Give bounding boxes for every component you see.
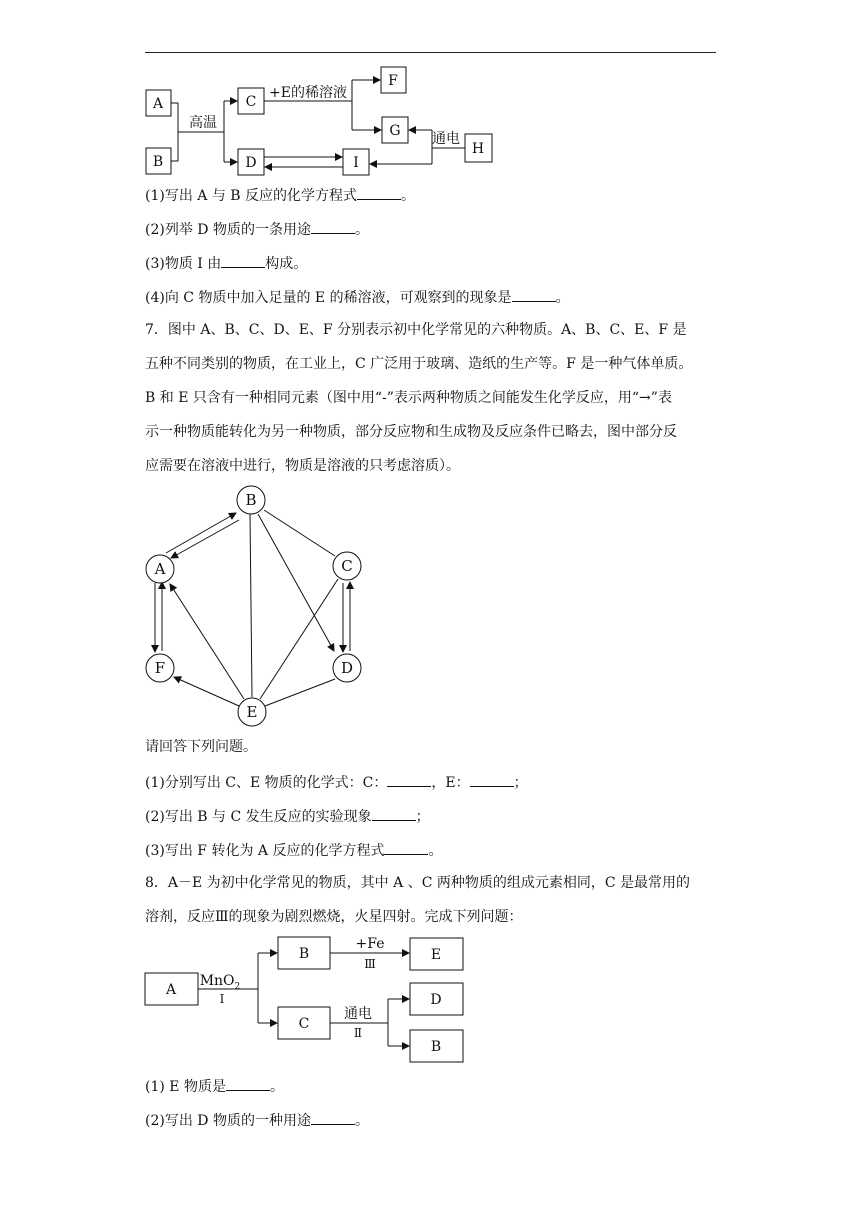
q6-item-2: (2)列举 D 物质的一条用途 。	[145, 219, 369, 240]
q8-stem-line: 溶剂，反应Ⅲ的现象为剧烈燃烧，火星四射。完成下列问题：	[145, 909, 523, 925]
reaction-diagram-q6	[140, 60, 510, 185]
header-rule	[145, 52, 716, 53]
q7-stem-line: 示一种物质能转化为另一种物质，部分反应物和生成物及反应条件已略去，图中部分反	[145, 424, 677, 440]
box-c: C	[298, 1016, 310, 1032]
box-b: B	[298, 946, 310, 962]
reaction-diagram-q8	[140, 930, 480, 1070]
answer-blank[interactable]	[311, 219, 355, 234]
answer-blank[interactable]	[387, 772, 431, 787]
node-f: F	[154, 659, 166, 677]
q7-stem-line: 7．图中 A、B、C、D、E、F 分别表示初中化学常见的六种物质。A、B、C、E、F 是	[145, 322, 687, 338]
answer-blank[interactable]	[512, 287, 556, 302]
box-d: D	[245, 155, 257, 171]
box-i: I	[353, 155, 359, 171]
answer-blank[interactable]	[470, 772, 514, 787]
box-c: C	[245, 94, 257, 110]
q7-item-3: (3)写出 F 转化为 A 反应的化学方程式 。	[145, 840, 442, 861]
node-a: A	[154, 560, 166, 578]
q7-item-1: (1)分别写出 C、E 物质的化学式：C： ，E： ；	[145, 772, 528, 793]
q6-item-3: (3)物质 I 由 构成。	[145, 253, 307, 274]
label-reaction-1: Ⅰ	[219, 992, 225, 1006]
node-d: D	[340, 659, 354, 677]
label-reaction-3: Ⅲ	[364, 957, 376, 971]
answer-blank[interactable]	[357, 185, 401, 200]
node-b: B	[245, 491, 257, 509]
q8-stem-line: 8．A－E 为初中化学常见的物质，其中 A 、C 两种物质的组成元素相同，C 是最常用的	[145, 875, 691, 891]
label-high-temp: 高温	[189, 115, 217, 131]
label-add-e: +E的稀溶液	[269, 85, 347, 101]
node-e: E	[246, 703, 258, 721]
q7-stem-line: B 和 E 只含有一种相同元素（图中用“-”表示两种物质之间能发生化学反应，用“→”表	[145, 390, 672, 406]
label-mno2: MnO$_2$	[199, 973, 241, 992]
answer-blank[interactable]	[311, 1110, 355, 1125]
q8-item-1: (1) E 物质是 。	[145, 1076, 284, 1097]
q6-item-1: (1)写出 A 与 B 反应的化学方程式 。	[145, 185, 415, 206]
node-c: C	[341, 557, 353, 575]
box-h: H	[471, 141, 485, 157]
box-b: B	[152, 154, 164, 170]
answer-blank[interactable]	[221, 253, 265, 268]
box-e: E	[430, 947, 442, 963]
hexagon-relation-diagram	[140, 480, 380, 730]
label-electrolysis: 通电	[432, 131, 460, 147]
box-f: F	[388, 73, 398, 89]
label-reaction-2: Ⅱ	[353, 1026, 363, 1040]
box-a: A	[165, 982, 177, 998]
q6-item-4: (4)向 C 物质中加入足量的 E 的稀溶液，可观察到的现象是 。	[145, 287, 570, 308]
q7-stem-line: 五种不同类别的物质，在工业上，C 广泛用于玻璃、造纸的生产等。F 是一种气体单质。	[145, 356, 693, 372]
answer-blank[interactable]	[372, 806, 416, 821]
q7-prompt: 请回答下列问题。	[145, 739, 257, 755]
box-d: D	[430, 992, 442, 1008]
q7-stem-line: 应需要在溶液中进行，物质是溶液的只考虑溶质）。	[145, 458, 460, 474]
answer-blank[interactable]	[226, 1076, 270, 1091]
box-g: G	[389, 123, 401, 139]
label-add-fe: +Fe	[355, 936, 385, 952]
q8-item-2: (2)写出 D 物质的一种用途 。	[145, 1110, 369, 1131]
answer-blank[interactable]	[384, 840, 428, 855]
label-electrolysis: 通电	[344, 1006, 372, 1022]
q7-item-2: (2)写出 B 与 C 发生反应的实验现象 ；	[145, 806, 430, 827]
box-b-2: B	[430, 1039, 442, 1055]
box-a: A	[152, 96, 164, 112]
